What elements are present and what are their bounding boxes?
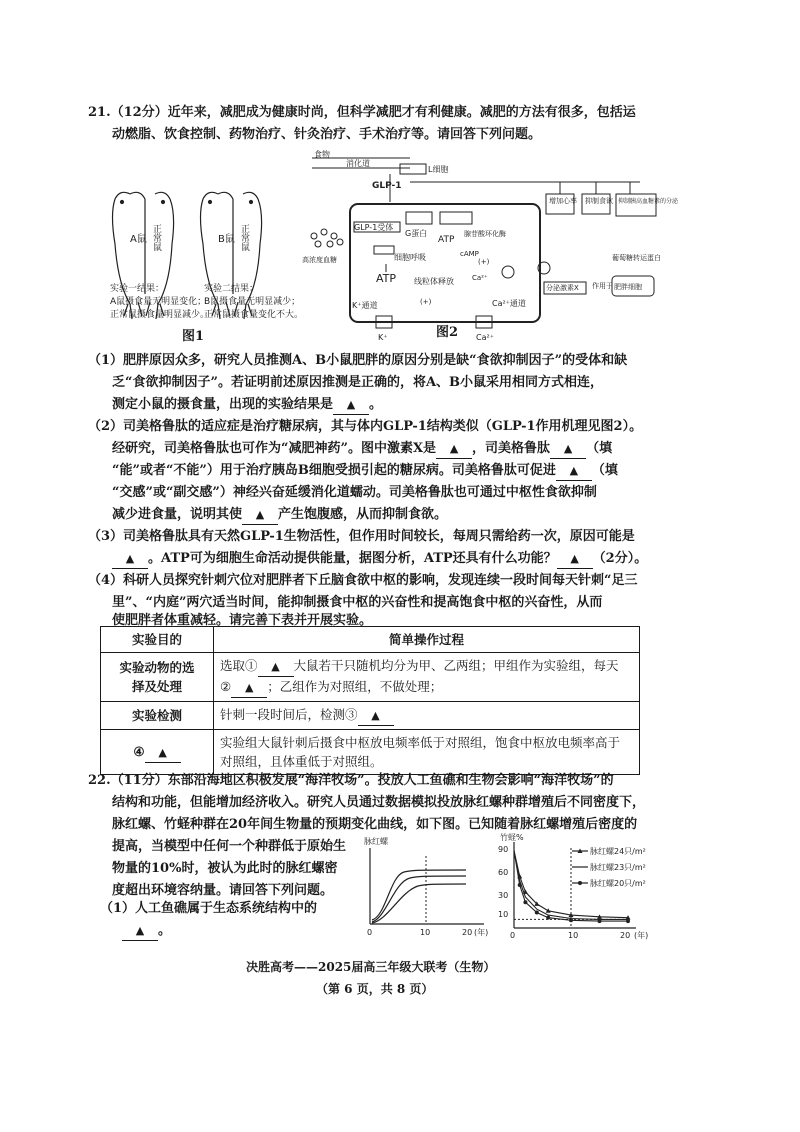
q21-intro-line1: 21.（12分）近年来，减肥成为健康时尚，但科学减肥才有利健康。减肥的方法有很多，包括运 xyxy=(88,105,636,120)
q21-p2-line5a: 减少进食量，说明其使 xyxy=(112,507,243,522)
chart1-xlabel: (年) xyxy=(474,928,489,937)
table-header-procedure: 简单操作过程 xyxy=(214,627,640,653)
label-g-protein: G蛋白 xyxy=(405,229,428,238)
q21-p2-line2a: 经研究，司美格鲁肽也可作为“减肥神药”。图中激素X是 xyxy=(112,441,437,456)
table-row xyxy=(101,627,640,653)
q21-p1-line3 xyxy=(112,396,382,415)
q22-line3: 脉红螺、竹蛏种群在20年间生物量的预期变化曲线，如下图。已知随着脉红螺增殖后密度的 xyxy=(112,817,638,832)
exp2-title: 实验二结果： xyxy=(204,284,259,294)
q21-p2-line3b: （填 xyxy=(591,463,618,478)
label-l-cell: L细胞 xyxy=(428,165,449,174)
table-row xyxy=(101,653,640,702)
animal-selection-line2: 择及处理 xyxy=(131,679,182,694)
label-ca-ion-inner: Ca²⁺ xyxy=(472,274,488,282)
chart2-point xyxy=(535,911,539,915)
exp2-line1: B鼠摄食量无明显减少； xyxy=(204,297,301,307)
q21-p2-line3 xyxy=(112,462,618,481)
q21-p4-line3: 使肥胖者体重减轻。请完善下表并开展实验。 xyxy=(112,613,373,628)
figure-1-caption: 图1 xyxy=(182,329,205,344)
label-normal-2: 正常鼠 xyxy=(239,224,249,251)
q21-p2-line5b: 产生饱腹感，从而抑制食欲。 xyxy=(278,507,448,522)
table-cell-result-label xyxy=(101,730,214,775)
label-food: 食物 xyxy=(314,150,330,159)
chart2-legend-marker-3 xyxy=(578,881,582,885)
q22-line4: 提高，当模型中任何一个种群低于原始生 xyxy=(112,839,347,854)
q21-p1-line1: （1）肥胖原因众多，研究人员推测A、B小鼠肥胖的原因分别是缺“食欲抑制因子”的受体和缺 xyxy=(88,353,628,368)
chart2-point xyxy=(523,900,527,904)
procedure-line1 xyxy=(220,656,633,677)
q21-p2-line4: “交感”或“副交感”）神经兴奋延缓消化道蠕动。司美格鲁肽也可通过中枢性食欲抑制 xyxy=(112,485,597,500)
label-respiration: 细胞呼吸 xyxy=(394,253,426,262)
chart1-xtick-0: 0 xyxy=(367,928,373,937)
table-cell-detection: 实验检测 xyxy=(101,702,214,730)
label-mouse-a: A鼠 xyxy=(130,234,147,245)
answer-blank-1[interactable]: ▲ xyxy=(258,657,294,677)
q21-p1-line3-text: 测定小鼠的摄食量，出现的实验结果是 xyxy=(112,397,334,412)
glucose-molecules xyxy=(311,229,343,247)
label-plus-2: (+) xyxy=(420,298,432,306)
q21-p3-line1: （3）司美格鲁肽具有天然GLP-1生物活性，但作用时间较长，每周只需给药一次，原因可能是 xyxy=(88,529,635,544)
label-high-glucose: 高浓度血糖 xyxy=(302,256,337,264)
answer-blank-p1[interactable]: ▲ xyxy=(333,396,369,415)
label-atp-mid: ATP xyxy=(376,272,397,285)
animal-selection-line1: 实验动物的选 xyxy=(119,660,195,675)
chart2-ytick-30: 30 xyxy=(498,891,509,900)
answer-blank-hormone-x[interactable]: ▲ xyxy=(436,440,472,459)
q21-p2-line2b: ，司美格鲁肽 xyxy=(472,441,551,456)
chart2-ylabel: 竹蛏% xyxy=(500,833,524,842)
chart2-legend-1: 脉红螺24只/m² xyxy=(590,847,646,856)
answer-blank-atp-function[interactable]: ▲ xyxy=(557,550,593,569)
chart2-point xyxy=(598,919,602,923)
exp2-line2: 正常鼠摄食量变化不大。 xyxy=(204,310,304,320)
procedure-line1-a: 选取① xyxy=(220,658,258,673)
q22-q1-end: 。 xyxy=(158,923,172,938)
label-mouse-b: B鼠 xyxy=(218,234,235,245)
exp1-line2: 正常鼠摄食量明显减少。 xyxy=(110,310,210,320)
answer-blank-can[interactable]: ▲ xyxy=(550,440,586,459)
label-appetite: 抑制食欲 xyxy=(585,197,613,205)
chart-mai-hong-luo xyxy=(356,836,496,940)
chart-zhu-cheng xyxy=(496,830,664,942)
q21-p4-line2: 里”、“内庭”两穴适当时间，能抑制摄食中枢的兴奋性和提高饱食中枢的兴奋性，从而 xyxy=(112,595,603,610)
exp1-title: 实验一结果： xyxy=(110,284,165,294)
answer-blank-3[interactable]: ▲ xyxy=(358,706,394,726)
q21-p2-line2 xyxy=(112,440,612,459)
chart2-point xyxy=(546,908,551,913)
table-cell-animal-procedure xyxy=(214,653,640,702)
q22-line6: 度超出环境容纳量。请回答下列问题。 xyxy=(112,883,334,898)
procedure-line2-a: ② xyxy=(220,679,232,694)
q22-q1-line1: （1）人工鱼礁属于生态系统结构中的 xyxy=(100,901,318,916)
procedure-line1-b: 大鼠若干只随机均分为甲、乙两组；甲组作为实验组，每天 xyxy=(293,658,619,673)
result-label-number: ④ xyxy=(133,743,145,759)
label-ca-channel: Ca²⁺通道 xyxy=(492,299,526,308)
answer-blank-nerve[interactable]: ▲ xyxy=(556,462,592,481)
chart2-xtick-20: 20 xyxy=(620,931,631,940)
label-ca-ion: Ca²⁺ xyxy=(476,333,494,342)
label-act-on: 作用于 xyxy=(592,282,613,290)
q21-p1-line2: 乏“食欲抑制因子”。若证明前述原因推测是正确的，将A、B小鼠采用相同方式相连， xyxy=(112,375,604,390)
chart2-ytick-60: 60 xyxy=(498,868,509,877)
label-glucagon: 抑制胰高血糖素的分泌 xyxy=(618,198,679,205)
q21-p2-line3a: “能”或者“不能”）用于治疗胰岛B细胞受损引起的糖尿病。司美格鲁肽可促进 xyxy=(112,463,556,478)
chart2-ytick-10: 10 xyxy=(498,910,509,919)
q22-line1: 22.（11分）东部沿海地区积极发展“海洋牧场”。投放人工鱼礁和生物会影响“海洋牧场”的 xyxy=(88,773,614,788)
q21-p3-line2b: （2分）。 xyxy=(592,551,648,566)
result-line1: 实验组大鼠针刺后摄食中枢放电频率低于对照组，饱食中枢放电频率高于 xyxy=(220,735,621,750)
detection-text: 针刺一段时间后，检测③ xyxy=(220,707,358,722)
label-k-channel: K⁺通道 xyxy=(352,301,378,310)
table-header-purpose: 实验目的 xyxy=(101,627,214,653)
procedure-line2-b: ；乙组作为对照组，不做处理； xyxy=(267,679,443,694)
label-gut: 消化道 xyxy=(346,159,370,168)
exp1-line1: A鼠摄食量无明显变化； xyxy=(110,297,207,307)
label-k-ion: K⁺ xyxy=(378,333,388,342)
chart2-point xyxy=(518,883,522,887)
footer-page-number: （第 6 页，共 8 页） xyxy=(316,982,434,996)
chart2-xtick-0: 0 xyxy=(510,931,516,940)
label-atp-top: ATP xyxy=(438,235,455,245)
label-glp1-receptor: GLP-1受体 xyxy=(354,223,394,232)
chart2-ytick-90: 90 xyxy=(498,845,509,854)
footer-title: 决胜高考——2025届高三年级大联考（生物） xyxy=(246,960,496,974)
chart2-point xyxy=(569,918,573,922)
chart1-curve-3 xyxy=(372,884,466,923)
q22-q1-line2 xyxy=(122,922,171,941)
label-glp1: GLP-1 xyxy=(372,181,402,191)
q21-p2-line5 xyxy=(112,506,447,525)
answer-blank-satiety[interactable]: ▲ xyxy=(242,506,278,525)
label-fat-cell: 肥胖细胞 xyxy=(614,283,642,291)
answer-blank-reason[interactable]: ▲ xyxy=(112,550,148,569)
result-line2: 对照组，且体重低于对照组。 xyxy=(220,754,383,769)
q21-p1-line3-end: 。 xyxy=(369,397,383,412)
chart2-legend-3: 脉红螺20只/m² xyxy=(590,879,646,888)
q21-p3-line2a: 。ATP可为细胞生命活动提供能量，据图分析，ATP还具有什么功能？ xyxy=(148,551,557,566)
chart2-point xyxy=(546,916,550,920)
table-cell-detection-procedure xyxy=(214,702,640,730)
q22-line2: 结构和功能，但能增加经济收入。研究人员通过数据模拟投放脉红螺种群增殖后不同密度下， xyxy=(112,795,646,810)
label-normal-1: 正常鼠 xyxy=(151,224,161,251)
table-row xyxy=(101,702,640,730)
table-row xyxy=(101,730,640,775)
chart2-legend-2: 脉红螺23只/m² xyxy=(590,863,646,872)
label-camp: cAMP xyxy=(460,250,479,258)
chart1-xtick-20: 20 xyxy=(462,928,473,937)
answer-blank-2[interactable]: ▲ xyxy=(231,678,267,698)
label-adenylate-cyclase: 腺苷酸环化酶 xyxy=(464,230,506,238)
chart1-curve-1 xyxy=(372,870,466,920)
procedure-line2 xyxy=(220,677,633,698)
figure-2-glp1-mechanism xyxy=(300,150,679,345)
table-cell-animal-selection xyxy=(101,653,214,702)
q21-p2-line1: （2）司美格鲁肽的适应症是治疗糖尿病，其与体内GLP-1结构类似（GLP-1作用机理见图2）。 xyxy=(88,419,643,434)
q21-intro-line2: 动燃脂、饮食控制、药物治疗、针灸治疗、手术治疗等。请回答下列问题。 xyxy=(112,127,542,142)
chart1-ylabel: 脉红螺 xyxy=(364,837,388,846)
chart2-point xyxy=(626,919,630,923)
answer-blank-4[interactable]: ▲ xyxy=(145,743,181,763)
answer-blank-q22-1[interactable]: ▲ xyxy=(122,922,158,941)
q21-p4-line1: （4）科研人员探究针刺穴位对肥胖者下丘脑食欲中枢的影响，发现连续一段时间每天针刺“足三 xyxy=(88,573,638,588)
table-cell-result xyxy=(214,730,640,775)
q21-p2-line2c: （填 xyxy=(586,441,613,456)
q22-line5: 物量的10%时，被认为此时的脉红螺密 xyxy=(112,861,338,876)
chart2-xlabel: (年) xyxy=(634,931,649,940)
label-plus-1: (+) xyxy=(478,258,490,266)
label-mito-release: 线粒体释放 xyxy=(414,277,454,286)
q21-p3-line2 xyxy=(112,550,647,569)
experiment-table xyxy=(100,626,640,775)
label-heart-rate: 增加心率 xyxy=(549,197,577,205)
label-secrete-x: 分泌激素X xyxy=(546,284,579,292)
chart1-xtick-10: 10 xyxy=(420,928,431,937)
label-glucose-transporter: 葡萄糖转运蛋白 xyxy=(612,254,661,262)
chart2-xtick-10: 10 xyxy=(568,931,579,940)
figure-2-caption: 图2 xyxy=(436,325,459,340)
